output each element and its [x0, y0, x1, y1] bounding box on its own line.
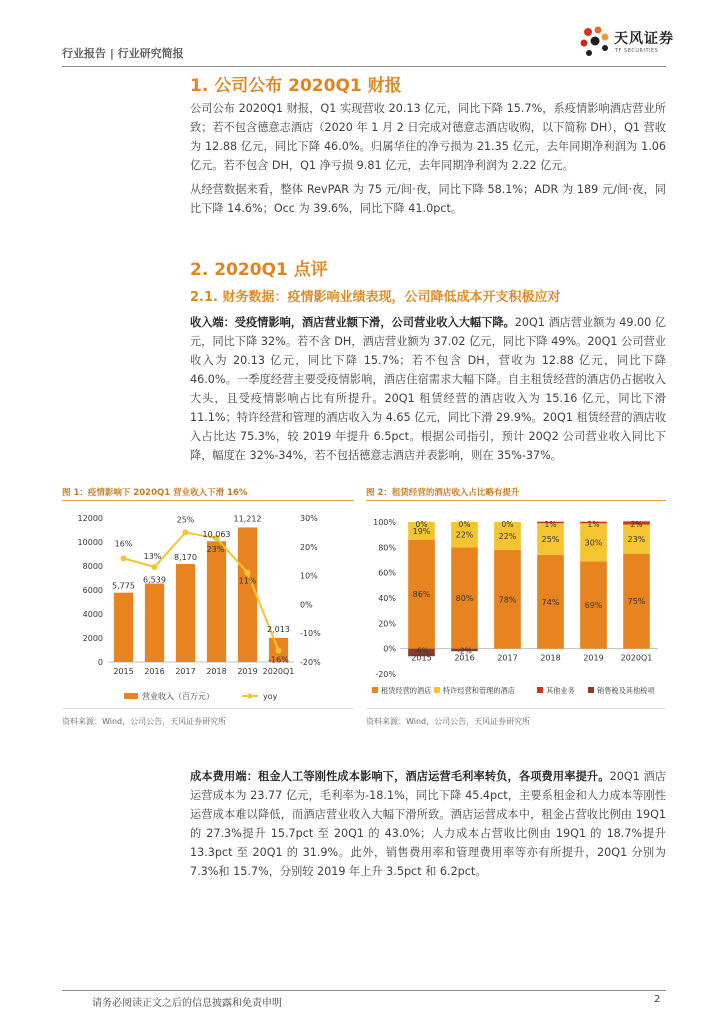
x-tick-label: 2018	[540, 653, 561, 663]
y-right-tick-label: 0%	[300, 600, 313, 610]
cost-lead: 成本费用端：租金人工等刚性成本影响下，酒店运营毛利率转负，各项费用率提升。	[190, 770, 610, 783]
x-tick-label: 2015	[113, 667, 134, 676]
tf-logo-icon	[578, 24, 612, 64]
y-left-tick-label: 6000	[82, 586, 103, 595]
yoy-point	[276, 647, 282, 653]
revenue-data-label: 6,539	[143, 575, 166, 585]
cost-paragraph	[190, 767, 666, 881]
leased-hotels-data-label: 69%	[584, 600, 603, 610]
franchised-hotels-data-label: 19%	[412, 526, 431, 536]
other-revenue-data-label: 2%	[630, 520, 643, 529]
revenue-data-label: 2,013	[267, 624, 290, 634]
franchised-hotels-data-label: 23%	[627, 535, 646, 545]
franchised-hotels-data-label: 25%	[541, 535, 560, 545]
section-1-title: 1. 公司公布 2020Q1 财报	[190, 76, 402, 96]
other-revenue-data-label: 1%	[587, 520, 600, 529]
legend-swatch	[537, 687, 543, 693]
logo-name-cn: 天风证券	[614, 31, 674, 47]
revenue-bar	[145, 584, 164, 662]
revenue-chart	[62, 504, 354, 706]
revenue-paragraph	[190, 313, 666, 465]
section-1-paragraph-2: 从经营数据来看，整体 RevPAR 为 75 元/间·夜，同比下降 58.1%；ADR 为 189 元/间·夜，同比下降 14.6%；Occ 为 39.6%，同比下降 41.0pct。	[190, 183, 666, 215]
legend-swatch	[588, 687, 594, 693]
x-tick-label: 2017	[497, 653, 518, 663]
x-tick-label: 2015	[411, 653, 432, 663]
footer-divider	[62, 990, 666, 991]
leased-hotels-data-label: 86%	[412, 590, 431, 600]
legend-label: 其他业务	[546, 686, 575, 695]
y-tick-label: 20%	[378, 619, 396, 629]
y-right-tick-label: -10%	[300, 629, 321, 639]
y-left-tick-label: 4000	[82, 610, 103, 619]
legend-revenue-label: 营业收入（百万元）	[142, 692, 214, 701]
x-tick-label: 2019	[237, 667, 258, 676]
y-left-tick-label: 8000	[82, 562, 103, 571]
yoy-point	[121, 555, 127, 561]
x-tick-label: 2020Q1	[620, 653, 653, 663]
revenue-bar	[207, 541, 226, 662]
figure-1-top-rule	[62, 500, 354, 501]
franchised-hotels-data-label: 22%	[455, 530, 474, 540]
legend-label: 销售税及其他税项	[597, 686, 655, 695]
legend-yoy-marker	[248, 694, 253, 699]
section-2-1-title: 2.1. 财务数据：疫情影响业绩表现，公司降低成本开支积极应对	[190, 290, 561, 305]
header-divider	[62, 66, 666, 67]
figure-2-bottom-rule	[366, 708, 666, 709]
other-revenue-data-label: 0%	[501, 520, 514, 529]
sales-tax-data-label: -6%	[414, 646, 429, 656]
yoy-data-label: 11%	[238, 576, 257, 586]
y-tick-label: 0%	[383, 644, 396, 654]
legend-yoy-label: yoy	[263, 692, 278, 701]
revenue-data-label: 11,212	[233, 514, 262, 524]
y-right-tick-label: 30%	[300, 514, 318, 523]
figure-2-source: 资料来源：Wind，公司公告，天风证券研究所	[366, 717, 531, 726]
franchised-hotels-data-label: 30%	[584, 538, 603, 548]
yoy-point	[245, 570, 251, 576]
page-number: 2	[654, 994, 661, 1005]
yoy-data-label: 16%	[114, 539, 133, 549]
yoy-data-label: 25%	[176, 515, 195, 525]
revenue-data-label: 10,063	[202, 530, 231, 540]
leased-hotels-data-label: 74%	[541, 597, 560, 607]
yoy-point	[183, 529, 189, 535]
figure-2-title: 图 2：租赁经营的酒店收入占比略有提升	[366, 488, 520, 498]
figure-2-top-rule	[366, 500, 666, 501]
footer-disclaimer: 请务必阅读正文之后的信息披露和免责申明	[92, 998, 282, 1009]
other-revenue-data-label: 0%	[415, 520, 428, 529]
legend-label: 租赁经营的酒店	[381, 686, 432, 695]
company-logo	[578, 22, 690, 68]
logo-name-en: TF SECURITIES	[615, 48, 659, 54]
x-tick-label: 2019	[583, 653, 604, 663]
revenue-bar	[176, 564, 195, 662]
other-revenue-data-label: 0%	[458, 520, 471, 529]
yoy-point	[152, 564, 158, 570]
figure-1-source: 资料来源：Wind，公司公告，天风证券研究所	[62, 717, 227, 726]
leased-hotels-data-label: 78%	[498, 595, 517, 605]
yoy-data-label: 23%	[206, 545, 225, 555]
y-tick-label: 80%	[378, 543, 396, 553]
y-tick-label: 100%	[373, 518, 396, 527]
y-tick-label: -20%	[375, 670, 396, 679]
revenue-body: 20Q1 酒店营业额为 49.00 亿元，同比下降 32%。若不含 DH，酒店营业额为 37.02 亿元，同比下降 49%。20Q1 公司营业收入为 20.13 亿元，同比下降 15.7%；若不包含 DH，营收为 12.88 亿元，同比下降 46.0%。一季度经营主要受疫情影响，酒店住宿需求大幅下降。自主租赁经营的酒店仍占据收入大头，且受疫情影响占比有所提升。20Q1 租赁经营的酒店收入为 15.16 亿元，同比下滑 11.1%；特许经营和管理的酒店收入为 4.65 亿元，同比下滑 29.9%。20Q1 租赁经营的酒店收入占比达 75.3%，较 2019 年提升 6.5pct。根据公司指引，预计 20Q2 公司营业收入同比下降，幅度在 32%-34%，若不包括德意志酒店并表影响，则在 35%-37%。	[190, 316, 667, 462]
leased-hotels-data-label: 75%	[627, 597, 646, 607]
y-left-tick-label: 2000	[82, 634, 103, 643]
revenue-bar	[114, 593, 133, 662]
x-tick-label: 2020Q1	[262, 667, 295, 676]
other-revenue-data-label: 1%	[544, 520, 557, 529]
figure-1-title: 图 1：疫情影响下 2020Q1 营业收入下滑 16%	[62, 488, 248, 498]
revenue-data-label: 8,170	[174, 552, 197, 562]
revenue-bar	[238, 527, 257, 662]
y-right-tick-label: -20%	[300, 658, 321, 667]
legend-label: 特许经营和管理的酒店	[443, 686, 515, 695]
legend-revenue-swatch	[124, 693, 138, 699]
report-category: 行业报告 | 行业研究简报	[62, 47, 184, 60]
leased-hotels-data-label: 80%	[455, 594, 474, 603]
y-left-tick-label: 0	[97, 658, 103, 667]
revenue-mix-chart	[366, 504, 666, 706]
y-right-tick-label: 10%	[300, 571, 318, 581]
x-tick-label: 2018	[206, 667, 227, 676]
y-right-tick-label: 20%	[300, 542, 318, 552]
franchised-hotels-data-label: 22%	[498, 531, 517, 541]
y-tick-label: 40%	[378, 594, 396, 603]
sales-tax-data-label: -2%	[457, 646, 472, 656]
section-2-title: 2. 2020Q1 点评	[190, 260, 328, 280]
x-tick-label: 2017	[175, 667, 196, 676]
yoy-data-label: 13%	[143, 551, 162, 561]
y-left-tick-label: 10000	[77, 538, 103, 547]
figure-1-bottom-rule	[62, 708, 354, 709]
cost-body: 20Q1 酒店运营成本为 23.77 亿元，毛利率为-18.1%，同比下降 45.4pct，主要系租金和人力成本等刚性运营成本难以降低，而酒店营业收入大幅下滑所致。酒店运营成本中，租金占营收比例由 19Q1 的 27.3%提升 15.7pct 至 20Q1 的 43.0%；人力成本占营收比例由 19Q1 的 18.7%提升 13.3pct 至 20Q1 的 31.9%。此外，销售费用率和管理费用率等亦有所提升，20Q1 分别为 7.3%和 15.7%，分别较 2019 年上升 3.5pct 和 6.2pct。	[190, 770, 666, 878]
revenue-data-label: 5,775	[112, 581, 135, 591]
y-tick-label: 60%	[378, 568, 396, 578]
x-tick-label: 2016	[144, 667, 165, 676]
revenue-lead: 收入端：受疫情影响，酒店营业额下滑，公司营业收入大幅下降。	[190, 316, 515, 329]
y-left-tick-label: 12000	[77, 514, 103, 523]
legend-swatch	[372, 687, 378, 693]
yoy-data-label: -16%	[268, 655, 289, 665]
x-tick-label: 2016	[454, 653, 475, 663]
section-1-paragraph-1: 公司公布 2020Q1 财报，Q1 实现营收 20.13 亿元，同比下降 15.7%，系疫情影响酒店营业所致；若不包含德意志酒店（2020 年 1 月 2 日完成对德意志酒店收购，以下简称 DH），Q1 营收为 12.88 亿元，同比下降 46.0%。归属华住的净亏损为 21.35 亿元，去年同期净利润为 1.06 亿元。若不包含 DH，Q1 净亏损 9.81 亿元，去年同期净利润为 2.22 亿元。	[190, 102, 666, 172]
legend-swatch	[434, 687, 440, 693]
